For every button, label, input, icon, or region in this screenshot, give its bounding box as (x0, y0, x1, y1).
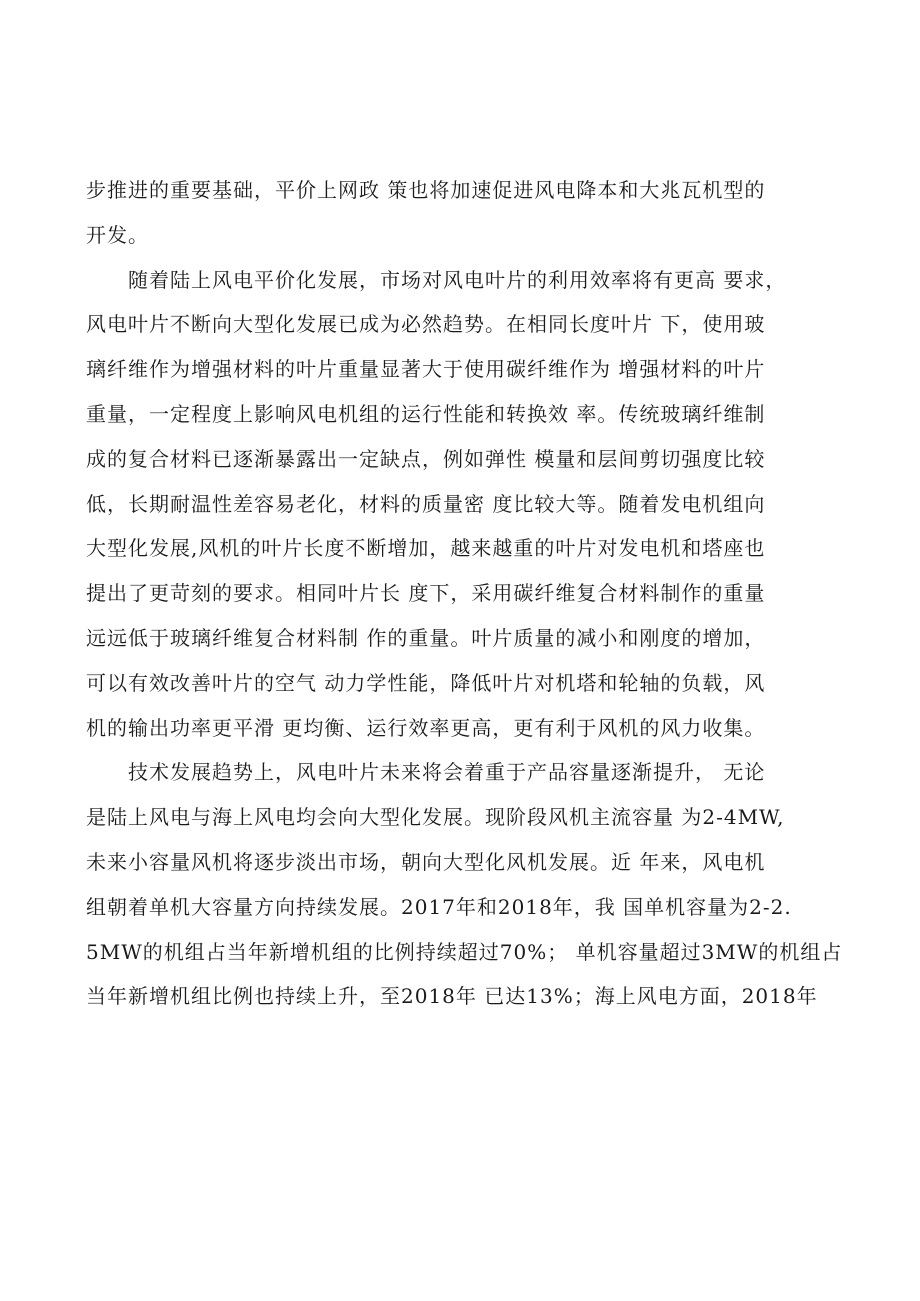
text-line: 机的输出功率更平滑 更均衡、运行效率更高，更有利于风机的风力收集。 (86, 715, 766, 740)
text-line: 5MW的机组占当年新增机组的比例持续超过70%； 单机容量超过3MW的机组占 (86, 939, 843, 964)
text-line: 步推进的重要基础，平价上网政 策也将加速促进风电降本和大兆瓦机型的 (86, 178, 766, 202)
text-line: 是陆上风电与海上风电均会向大型化发展。现阶段风机主流容量 为2-4MW, (86, 805, 785, 830)
text-line: 低，长期耐温性差容易老化，材料的质量密 度比较大等。随着发电机组向 (86, 491, 766, 516)
text-line: 未来小容量风机将逐步淡出市场，朝向大型化风机发展。近 年来，风电机 (86, 849, 766, 874)
text-line: 当年新增机组比例也持续上升，至2018年 已达13%；海上风电方面，2018年 (86, 984, 818, 1009)
text-line: 提出了更苛刻的要求。相同叶片长 度下，采用碳纤维复合材料制作的重量 (86, 581, 766, 606)
text-line: 开发。 (86, 222, 149, 247)
text-line: 组朝着单机大容量方向持续发展。2017年和2018年，我 国单机容量为2-2. (86, 894, 792, 919)
text-line: 风电叶片不断向大型化发展已成为必然趋势。在相同长度叶片 下，使用玻 (86, 312, 766, 337)
text-line: 可以有效改善叶片的空气 动力学性能，降低叶片对机塔和轮轴的负载，风 (86, 670, 766, 695)
text-line: 重量，一定程度上影响风电机组的运行性能和转换效 率。传统玻璃纤维制 (86, 401, 766, 426)
text-line: 璃纤维作为增强材料的叶片重量显著大于使用碳纤维作为 增强材料的叶片 (86, 357, 766, 382)
body-text (86, 168, 846, 1019)
text-line: 大型化发展,风机的叶片长度不断增加，越来越重的叶片对发电机和塔座也 (86, 536, 766, 561)
paragraph-first-line: 随着陆上风电平价化发展，市场对风电叶片的利用效率将有更高 要求， (128, 267, 787, 292)
text-line: 远远低于玻璃纤维复合材料制 作的重量。叶片质量的减小和刚度的增加， (86, 625, 766, 650)
paragraph-first-line: 技术发展趋势上，风电叶片未来将会着重于产品容量逐渐提升， 无论 (128, 760, 766, 785)
text-line: 成的复合材料已逐渐暴露出一定缺点，例如弹性 模量和层间剪切强度比较 (86, 446, 766, 471)
